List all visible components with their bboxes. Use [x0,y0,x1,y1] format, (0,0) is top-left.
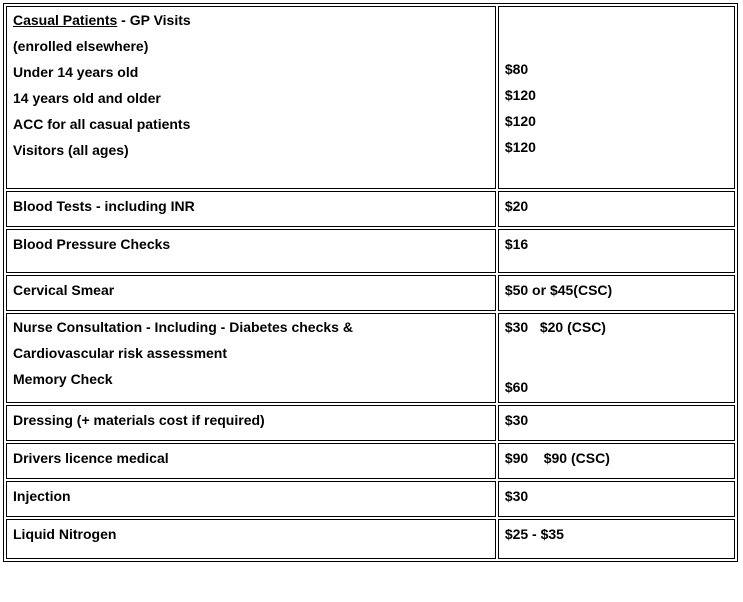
fee-schedule-table [3,3,738,562]
service-line: Memory Check [13,371,113,387]
service-cell: Dressing (+ materials cost if required) [6,405,496,441]
service-cell: Drivers licence medical [6,443,496,479]
service-line: Under 14 years old [13,64,139,80]
table-row [6,405,735,441]
service-line: Visitors (all ages) [13,142,129,158]
price-line: $60 [504,379,529,395]
price-cell: $30 [498,405,735,441]
table-row [6,6,735,189]
table-row [6,229,735,273]
table-row [6,481,735,517]
price-line: $120 [504,113,536,129]
table-row [6,275,735,311]
service-cell: Blood Tests - including INR [6,191,496,227]
price-line: $30 $20 (CSC) [504,319,606,335]
price-cell [498,313,735,403]
table-row [6,443,735,479]
service-line: (enrolled elsewhere) [13,38,149,54]
service-cell [6,6,496,189]
service-cell: Blood Pressure Checks [6,229,496,273]
table-row [6,519,735,559]
price-cell: $25 - $35 [498,519,735,559]
price-line: $80 [504,61,529,77]
service-cell: Injection [6,481,496,517]
price-cell: $20 [498,191,735,227]
price-cell: $50 or $45(CSC) [498,275,735,311]
service-line: Nurse Consultation - Including - Diabetes checks & [13,319,353,335]
service-line: Cardiovascular risk assessment [13,345,228,361]
table-row [6,313,735,403]
table-row [6,191,735,227]
price-cell: $30 [498,481,735,517]
price-cell: $16 [498,229,735,273]
service-cell: Cervical Smear [6,275,496,311]
service-cell: Liquid Nitrogen [6,519,496,559]
service-cell [6,313,496,403]
price-line: $120 [504,139,536,155]
price-line: $120 [504,87,536,103]
price-cell: $90 $90 (CSC) [498,443,735,479]
price-cell [498,6,735,189]
section-heading: Casual Patients - GP Visits [13,12,191,28]
service-line: 14 years old and older [13,90,161,106]
service-line: ACC for all casual patients [13,116,191,132]
